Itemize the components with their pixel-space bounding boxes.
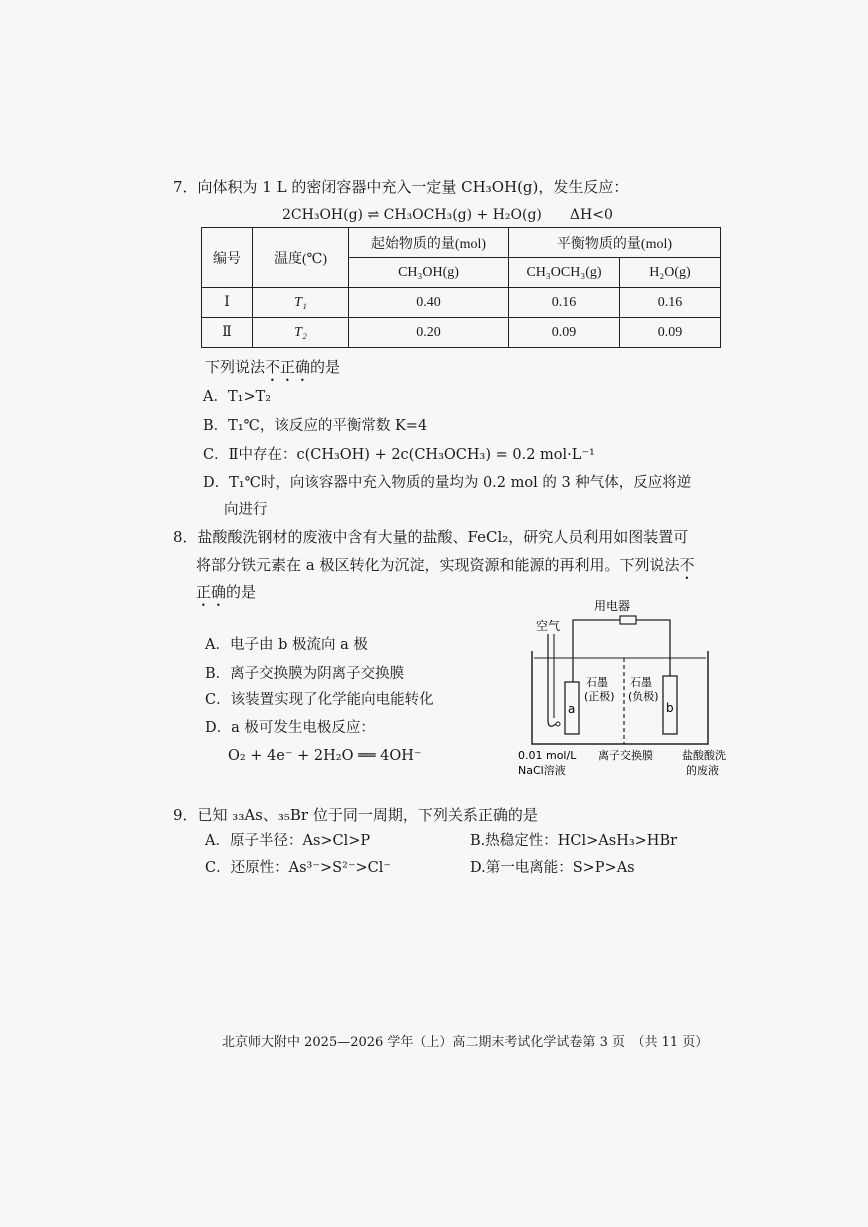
stem-emphasis: 不 (679, 556, 695, 574)
air-tube (548, 634, 556, 726)
cell-eq1: 0.16 (509, 288, 620, 318)
q9-option-a: A．原子半径：As>Cl>P (205, 833, 371, 849)
q7-option-a: A．T₁>T₂ (203, 389, 272, 405)
positive-electrode-sign: (正极) (584, 690, 615, 703)
device-resistor (620, 616, 636, 624)
electrode-a-label: a (568, 702, 576, 716)
q8-stem-line1: 8．盐酸酸洗钢材的废液中含有大量的盐酸、FeCl₂，研究人员利用如图装置可 (173, 528, 689, 546)
q7-option-b: B．T₁℃，该反应的平衡常数 K=4 (203, 418, 428, 434)
page-footer: 北京师大附中 2025—2026 学年（上）高二期末考试化学试卷第 3 页 （共 11 页） (222, 1035, 709, 1050)
table-header-id: 编号 (202, 228, 253, 288)
q8-stem-line3 (196, 582, 256, 610)
electrochemical-cell-diagram (510, 596, 760, 786)
q7-stem: 7．向体积为 1 L 的密闭容器中充入一定量 CH₃OH(g)，发生反应： (173, 178, 629, 196)
q8-option-d-equation: O₂ + 4e⁻ + 2H₂O ══ 4OH⁻ (228, 748, 422, 764)
q9-option-b: B.热稳定性：HCl>AsH₃>HBr (470, 833, 678, 849)
table-subheader-ch3oh: CH₃OH(g) (349, 258, 509, 288)
membrane-label: 离子交换膜 (598, 749, 653, 762)
air-bubble (556, 722, 560, 726)
left-solution-label: 0.01 mol/L (518, 749, 577, 762)
q9-stem: 9．已知 ₃₃As、₃₅Br 位于同一周期，下列关系正确的是 (173, 806, 538, 824)
electrode-b-label: b (666, 701, 674, 715)
cell-eq2: 0.16 (620, 288, 721, 318)
cell-id: Ⅰ (202, 288, 253, 318)
wire-right (636, 620, 670, 660)
q8-option-c: C．该装置实现了化学能向电能转化 (205, 692, 434, 708)
negative-electrode-sign: (负极) (628, 690, 659, 703)
stem-text: 将部分铁元素在 a 极区转化为沉淀，实现资源和能源的再利用。下列说法 (196, 556, 680, 574)
q9-option-d: D.第一电离能：S>P>As (470, 860, 635, 876)
stem-emphasis: 正确 (196, 583, 227, 601)
prompt-emphasis: 不正确 (265, 358, 311, 376)
q7-option-c: C．Ⅱ中存在：c(CH₃OH) + 2c(CH₃OCH₃) = 0.2 mol·L⁻¹ (203, 447, 595, 463)
stem-text-end: 的是 (226, 583, 257, 601)
right-solution-name: 的废液 (686, 764, 719, 777)
left-solution-name: NaCl溶液 (518, 764, 566, 777)
cell-temp: T₂ (253, 318, 349, 348)
table-header-start: 起始物质的量(mol) (349, 228, 509, 258)
q9-option-c: C．还原性：As³⁻>S²⁻>Cl⁻ (205, 860, 392, 876)
cell-eq1: 0.09 (509, 318, 620, 348)
wire-left (573, 620, 620, 658)
q7-option-d-cont: 向进行 (224, 502, 268, 518)
cell-start: 0.20 (349, 318, 509, 348)
beaker (532, 651, 708, 744)
table-header-equilibrium: 平衡物质的量(mol) (509, 228, 721, 258)
q8-stem-line2 (196, 555, 695, 583)
q8-option-a: A．电子由 b 极流向 a 极 (205, 637, 368, 653)
prompt-text: 下列说法 (205, 358, 266, 376)
table-row (202, 318, 721, 348)
table-header-temp: 温度(℃) (253, 228, 349, 288)
positive-electrode-label: 石墨 (586, 676, 608, 689)
negative-electrode-label: 石墨 (630, 676, 652, 689)
cell-start: 0.40 (349, 288, 509, 318)
q7-option-d: D．T₁℃时，向该容器中充入物质的量均为 0.2 mol 的 3 种气体，反应将逆 (203, 475, 692, 491)
cell-id: Ⅱ (202, 318, 253, 348)
cell-temp: T₁ (253, 288, 349, 318)
table-row (202, 288, 721, 318)
table-subheader-h2o: H₂O(g) (620, 258, 721, 288)
prompt-text-end: 的是 (310, 358, 341, 376)
q7-table (201, 227, 721, 348)
right-solution-label: 盐酸酸洗 (682, 749, 726, 762)
q8-option-b: B．离子交换膜为阴离子交换膜 (205, 666, 405, 682)
cell-eq2: 0.09 (620, 318, 721, 348)
table-subheader-ch3och3: CH₃OCH₃(g) (509, 258, 620, 288)
q7-prompt (205, 357, 340, 385)
device-label: 用电器 (594, 599, 631, 613)
q8-option-d: D．a 极可发生电极反应： (205, 720, 375, 736)
q7-equation: 2CH₃OH(g) ⇌ CH₃OCH₃(g) + H₂O(g) ΔH<0 (282, 207, 613, 223)
air-label: 空气 (536, 619, 561, 633)
